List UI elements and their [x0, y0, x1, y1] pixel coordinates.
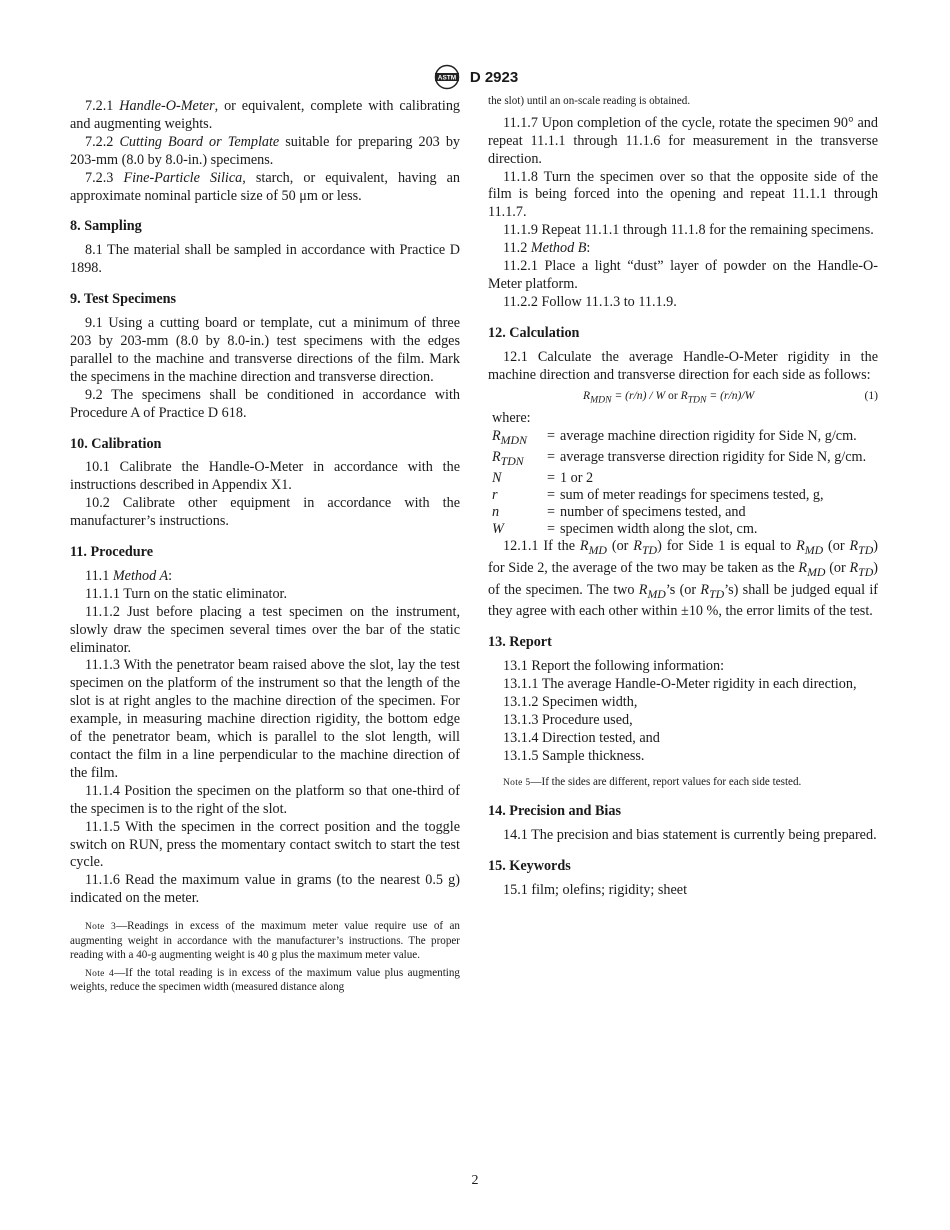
heading-procedure: 11. Procedure [70, 544, 154, 561]
section-11-1: 11.1 Method A: [85, 567, 173, 584]
section-11-2-2: 11.2.2 Follow 11.1.3 to 11.1.9. [503, 293, 677, 310]
section-8-1: 8.1 The material shall be sampled in accordance with Practice D 1898. [70, 242, 460, 277]
where-label: where: [492, 410, 531, 427]
section-11-1-1: 11.1.1 Turn on the static eliminator. [85, 585, 288, 602]
svg-text:ASTM: ASTM [437, 74, 457, 82]
document-number: D 2923 [469, 68, 519, 86]
section-9-1: 9.1 Using a cutting board or template, cut a minimum of three 203 by 203-mm (8.0 by 8.0-in.) test specimens with the edges parallel to the machine and transverse directions of the film. Mark the specimens in the machine direction and transverse direction. [70, 315, 460, 385]
section-11-1-8: 11.1.8 Turn the specimen over so that the opposite side of the film is being forced into the opening and repeat 11.1.1 through 11.1.7. [488, 168, 878, 221]
section-11-1-2: 11.1.2 Just before placing a test specimen on the instrument, slowly draw the specimen several times over the bar of the static eliminator. [70, 603, 460, 656]
section-11-1-7: 11.1.7 Upon completion of the cycle, rotate the specimen 90° and repeat 11.1.1 through 11.1.6 for measurement in the transverse direction. [488, 114, 878, 167]
section-14-1: 14.1 The precision and bias statement is currently being prepared. [503, 827, 877, 844]
section-13-1-3: 13.1.3 Procedure used, [503, 711, 633, 728]
heading-precision-bias: 14. Precision and Bias [488, 803, 621, 820]
section-11-2-1: 11.2.1 Place a light “dust” layer of powder on the Handle-O-Meter platform. [488, 258, 878, 292]
note-4-continued: the slot) until an on-scale reading is obtained. [488, 95, 691, 107]
definition-row: r = sum of meter readings for specimens tested, g, [492, 487, 824, 504]
definition-row: n = number of specimens tested, and [492, 504, 746, 521]
heading-calibration: 10. Calibration [70, 435, 162, 452]
page-header [0, 64, 950, 90]
heading-keywords: 15. Keywords [488, 858, 571, 875]
equation-number: (1) [864, 389, 878, 403]
section-13-1-1: 13.1.1 The average Handle-O-Meter rigidity in each direction, [503, 675, 857, 692]
section-12-1-1: 12.1.1 If the $R_{MD}$ (or $R_{TD}$) for Side 1 is equal to $R_{MD}$ (or $R_{TD}$) for Side 2, the average of the two may be taken as the $R_{MD}$ (or $R_{TD}$) of the specimen. The two $R_{MD}’s$ (or $R_{TD}’s$) shall be judged equal if they agree with each other within ±10 %, the error limits of the test. [488, 538, 878, 620]
rigidity-formula: $R_{MDN} = (r/n) / W$ or $R_{TDN} = (r/n)/W$ [583, 389, 755, 406]
section-11-1-3: 11.1.3 With the penetrator beam raised above the slot, lay the test specimen on the platform of the instrument so that the length of the slot is at right angles to the machine direction of the specimen. For example, in measuring machine direction rigidity, the bottom edge of the penetrator beam, which is parallel to the slot length, will contact the film in a line perpendicular to the machine direction of the film. [70, 657, 460, 781]
section-11-1-6: 11.1.6 Read the maximum value in grams (to the nearest 0.5 g) indicated on the meter. [70, 872, 460, 907]
section-10-2: 10.2 Calibrate other equipment in accordance with the manufacturer’s instructions. [70, 495, 460, 530]
heading-calculation: 12. Calculation [488, 324, 580, 341]
section-7-2-3: 7.2.3 Fine-Particle Silica, starch, or equivalent, having an approximate nominal particle size of 50 μm or less. [70, 169, 461, 204]
right-column [488, 95, 878, 900]
section-7-2-1: 7.2.1 Handle-O-Meter, or equivalent, complete with calibrating and augmenting weights. [70, 98, 461, 132]
heading-test-specimens: 9. Test Specimens [70, 291, 177, 308]
section-12-1: 12.1 Calculate the average Handle-O-Meter rigidity in the machine direction and transverse direction for each side as follows: [488, 348, 878, 383]
definition-row: $R_{TDN}$ = average transverse direction rigidity for Side N, g/cm. [492, 449, 867, 469]
heading-sampling: 8. Sampling [70, 218, 142, 235]
heading-report: 13. Report [488, 634, 552, 651]
section-13-1: 13.1 Report the following information: [503, 658, 725, 675]
equation-1 [488, 384, 878, 410]
note-4: Note 4—If the total reading is in excess of the maximum value plus augmenting weights, reduce the specimen width (measured distance along [70, 966, 460, 994]
section-13-1-5: 13.1.5 Sample thickness. [503, 747, 645, 764]
section-11-1-9: 11.1.9 Repeat 11.1.1 through 11.1.8 for the remaining specimens. [503, 222, 874, 239]
section-10-1: 10.1 Calibrate the Handle-O-Meter in accordance with the instructions described in Appendix X1. [70, 459, 460, 494]
left-column [70, 98, 460, 995]
section-9-2: 9.2 The specimens shall be conditioned in accordance with Procedure A of Practice D 618. [70, 386, 460, 421]
section-11-1-5: 11.1.5 With the specimen in the correct position and the toggle switch on RUN, press the momentary contact switch to start the test cycle. [70, 818, 460, 871]
definition-row: $R_{MDN}$ = average machine direction rigidity for Side N, g/cm. [492, 428, 857, 448]
section-11-1-4: 11.1.4 Position the specimen on the platform so that one-third of the specimen is to the right of the slot. [70, 782, 460, 817]
page-number: 2 [471, 1173, 479, 1188]
astm-logo-icon [432, 64, 462, 90]
definition-row: N = 1 or 2 [492, 470, 594, 487]
section-15-1: 15.1 film; olefins; rigidity; sheet [503, 882, 688, 899]
note-5: Note 5—If the sides are different, report values for each side tested. [503, 775, 802, 788]
note-3: Note 3—Readings in excess of the maximum meter value require use of an augmenting weight in accordance with the manufacturer’s instructions. The proper reading with a 40-g augmenting weight is 40 g plus the maximum meter value. [70, 920, 460, 961]
variable-definitions [492, 428, 878, 538]
section-13-1-2: 13.1.2 Specimen width, [503, 693, 638, 710]
definition-row: W = specimen width along the slot, cm. [492, 521, 758, 538]
section-11-2: 11.2 Method B: [503, 240, 591, 257]
section-7-2-2: 7.2.2 Cutting Board or Template suitable for preparing 203 by 203-mm (8.0 by 8.0-in.) specimens. [70, 133, 461, 168]
section-13-1-4: 13.1.4 Direction tested, and [503, 729, 660, 746]
